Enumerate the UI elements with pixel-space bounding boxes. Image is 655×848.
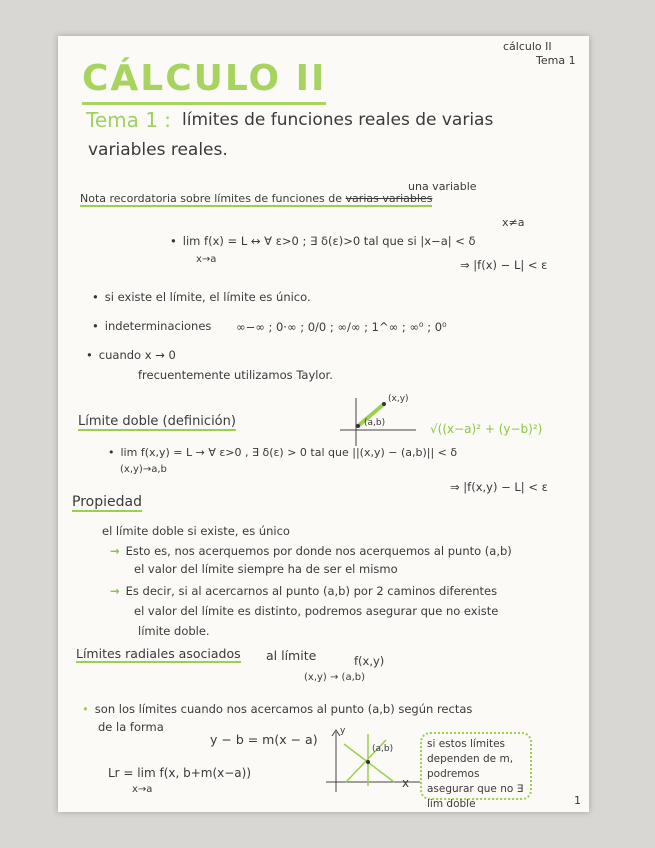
radial-limit-expr: f(x,y) bbox=[354, 654, 385, 668]
heading-correction: una variable bbox=[408, 180, 477, 193]
conclusion-box: si estos límites dependen de m, podremos asegurar que no ∃ lim doble bbox=[420, 732, 532, 800]
tema-title-line2: variables reales. bbox=[88, 140, 228, 160]
radial-bullet-line1: • son los límites cuando nos acercamos al punto (a,b) según rectas bbox=[82, 702, 473, 716]
line-equation: y − b = m(x − a) bbox=[210, 732, 318, 747]
limit-result: ⇒ |f(x) − L| < ε bbox=[460, 258, 548, 272]
double-limit-result: ⇒ |f(x,y) − L| < ε bbox=[450, 480, 548, 494]
limit-definition: • lim f(x) = L ↔ ∀ ε>0 ; ∃ δ(ε)>0 tal que si |x−a| < δ bbox=[170, 234, 476, 248]
property-explanation-1 bbox=[110, 544, 512, 558]
explanation-2-line1: Es decir, si al acercarnos al punto (a,b) por 2 caminos diferentes bbox=[125, 584, 498, 598]
explanation-1-line1: Esto es, nos acerquemos por donde nos acerquemos al punto (a,b) bbox=[125, 544, 512, 558]
explanation-2-line2: el valor del límite es distinto, podremos asegurar que no existe bbox=[134, 604, 499, 618]
double-limit-heading: Límite doble (definición) bbox=[78, 414, 236, 429]
double-limit-definition: • lim f(x,y) = L → ∀ ε>0 , ∃ δ(ε) > 0 tal que ||(x,y) − (a,b)|| < δ bbox=[108, 446, 457, 459]
radial-bullet-text: son los límites cuando nos acercamos al punto (a,b) según rectas bbox=[94, 702, 473, 716]
bullet-unique: • si existe el límite, el límite es único. bbox=[92, 290, 311, 304]
explanation-1-line2: el valor del límite siempre ha de ser el mismo bbox=[134, 562, 398, 576]
page-number: 1 bbox=[574, 794, 581, 807]
indeterminate-forms: ∞−∞ ; 0·∞ ; 0/0 ; ∞/∞ ; 1^∞ ; ∞⁰ ; 0⁰ bbox=[236, 320, 447, 334]
radial-heading-rest: al límite bbox=[266, 648, 317, 663]
radial-bullet-line2: de la forma bbox=[98, 720, 164, 734]
radial-heading: Límites radiales asociados bbox=[76, 646, 241, 661]
radial-limit-subscript: (x,y) → (a,b) bbox=[304, 672, 366, 683]
note-heading-struck: varias variables bbox=[345, 192, 433, 205]
radial-limit-formula: Lr = lim f(x, b+m(x−a)) bbox=[108, 766, 252, 780]
note-heading bbox=[80, 192, 432, 207]
bullet-indeterminations: • indeterminaciones bbox=[92, 319, 211, 333]
point-xy-label: (x,y) bbox=[388, 394, 409, 404]
taylor-note: frecuentemente utilizamos Taylor. bbox=[138, 368, 333, 382]
property-statement: el límite doble si existe, es único bbox=[102, 524, 290, 538]
corner-course: cálculo II bbox=[503, 40, 552, 53]
arrow-icon: → bbox=[110, 544, 120, 558]
tema-label: Tema 1 : bbox=[86, 108, 172, 132]
notebook-page bbox=[58, 36, 589, 812]
point-ab-label: (a,b) bbox=[364, 418, 386, 428]
note-heading-text: Nota recordatoria sobre límites de funciones de bbox=[80, 192, 343, 205]
radial-limit-subscript-xa: x→a bbox=[132, 784, 153, 795]
page-title: CÁLCULO II bbox=[82, 56, 326, 105]
property-heading: Propiedad bbox=[72, 494, 142, 510]
property-explanation-2 bbox=[110, 584, 497, 598]
radial-point-label: (a,b) bbox=[372, 744, 394, 754]
corner-tema: Tema 1 bbox=[536, 54, 576, 67]
radial-x-axis-label: x bbox=[402, 776, 410, 790]
double-limit-subscript: (x,y)→a,b bbox=[120, 464, 167, 475]
limit-condition: x≠a bbox=[502, 216, 525, 229]
arrow-icon: → bbox=[110, 584, 120, 598]
limit-subscript: x→a bbox=[196, 254, 217, 265]
distance-formula: √((x−a)² + (y−b)²) bbox=[430, 422, 543, 436]
tema-title-line1: límites de funciones reales de varias bbox=[182, 110, 494, 130]
radial-y-axis-label: y bbox=[340, 726, 346, 736]
bullet-taylor: • cuando x → 0 bbox=[86, 348, 176, 362]
explanation-2-line3: límite doble. bbox=[138, 624, 210, 638]
